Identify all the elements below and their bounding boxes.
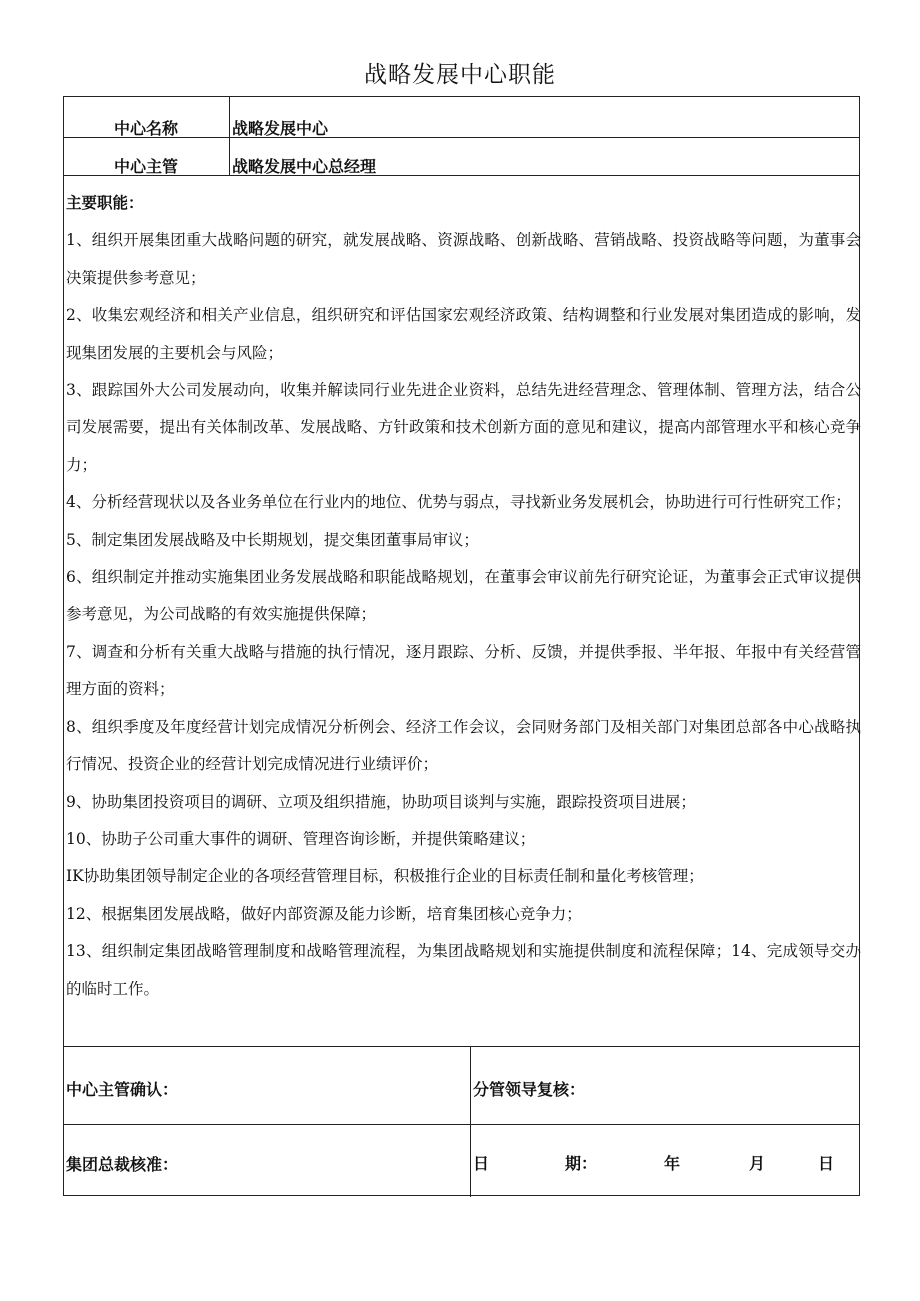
- duty-item: 12、根据集团发展战略，做好内部资源及能力诊断，培育集团核心竞争力；: [66, 904, 582, 923]
- signature-divider: [64, 1124, 859, 1125]
- row-divider: [64, 175, 859, 176]
- duty-item: 5、制定集团发展战略及中长期规划，提交集团董事局审议；: [66, 530, 479, 549]
- column-divider: [229, 97, 230, 175]
- duty-item: IK协助集团领导制定企业的各项经营管理目标，积极推行企业的目标责任制和量化考核管理；: [66, 867, 704, 886]
- date-day: 日: [818, 1154, 835, 1173]
- duty-item: 1、组织开展集团重大战略问题的研究，就发展战略、资源战略、创新战略、营销战略、投资战略等问题，为董事会决策提供参考意见；: [66, 231, 861, 287]
- duty-item: 9、协助集团投资项目的调研、立项及组织措施，协助项目谈判与实施，跟踪投资项目进展；: [66, 792, 696, 811]
- duty-item: 4、分析经营现状以及各业务单位在行业内的地位、优势与弱点，寻找新业务发展机会，协助进行可行性研究工作；: [66, 493, 851, 512]
- center-head-value: 战略发展中心总经理: [232, 157, 377, 176]
- duty-item: 10、协助子公司重大事件的调研、管理咨询诊断，并提供策略建议；: [66, 829, 536, 848]
- duty-item: 8、组织季度及年度经营计划完成情况分析例会、经济工作会议，会同财务部门及相关部门对集团总部各中心战略执行情况、投资企业的经营计划完成情况进行业绩评价；: [66, 717, 861, 774]
- date-field: [473, 1151, 853, 1175]
- leader-review-label: 分管领导复核：: [473, 1080, 586, 1099]
- date-label-qi: 期：: [565, 1154, 598, 1173]
- center-head-label: 中心主管: [114, 157, 179, 176]
- date-year: 年: [664, 1154, 681, 1173]
- duty-item: 7、调查和分析有关重大战略与措施的执行情况，逐月跟踪、分析、反馈，并提供季报、半年报、年报中有关经营管理方面的资料；: [66, 642, 861, 699]
- president-approve-label: 集团总裁核准：: [66, 1155, 179, 1174]
- date-label-ri: 日: [473, 1154, 490, 1173]
- signature-divider: [64, 1046, 859, 1047]
- duties-section: [66, 185, 861, 1008]
- date-month: 月: [749, 1154, 766, 1173]
- document-title: 战略发展中心职能: [364, 62, 556, 88]
- signature-column-divider: [470, 1046, 471, 1197]
- duty-item: 13、组织制定集团战略管理制度和战略管理流程，为集团战略规划和实施提供制度和流程保障；14、完成领导交办的临时工作。: [66, 942, 861, 998]
- duty-item: 3、跟踪国外大公司发展动向，收集并解读同行业先进企业资料，总结先进经营理念、管理体制、管理方法，结合公司发展需要，提出有关体制改革、发展战略、方针政策和技术创新方面的意见和建议，提高内部管理水平和核心竞争力；: [66, 381, 861, 474]
- duty-item: 6、组织制定并推动实施集团业务发展战略和职能战略规划，在董事会审议前先行研究论证，为董事会正式审议提供参考意见，为公司战略的有效实施提供保障；: [66, 568, 861, 624]
- center-head-confirm-label: 中心主管确认：: [66, 1080, 179, 1099]
- function-table: [63, 96, 860, 1196]
- row-divider: [64, 137, 859, 138]
- duties-heading: 主要职能：: [66, 194, 144, 212]
- duty-item: 2、收集宏观经济和相关产业信息，组织研究和评估国家宏观经济政策、结构调整和行业发展对集团造成的影响，发现集团发展的主要机会与风险；: [66, 306, 861, 362]
- center-name-label: 中心名称: [114, 119, 179, 138]
- center-name-value: 战略发展中心: [232, 119, 329, 138]
